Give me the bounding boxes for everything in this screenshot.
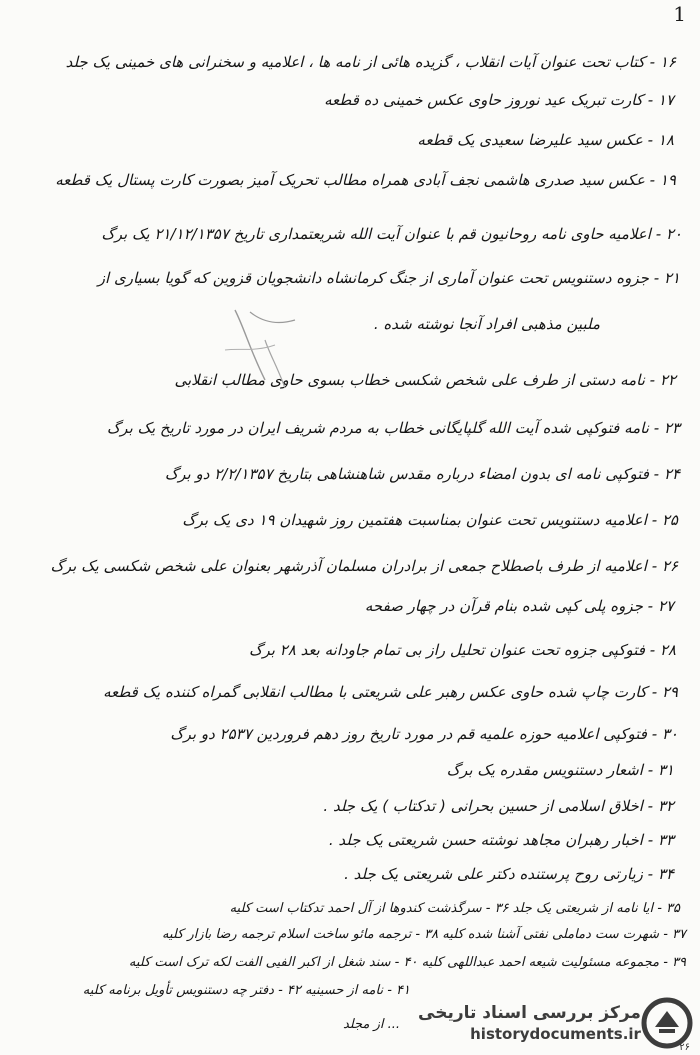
line-27: ۲۷ - جزوه پلی کپی شده بنام قرآن در چهار صفحه: [364, 597, 674, 615]
line-26: ۲۶ - اعلامیه از طرف باصطلاح جمعی از برادران مسلمان آذرشهر بعنوان علی شخص شکسی یک برگ: [50, 557, 678, 575]
line-28: ۲۸ - فتوکپی جزوه تحت عنوان تحلیل راز بی تمام جاودانه بعد ۲۸ برگ: [249, 641, 676, 659]
line-18: ۱۸ - عکس سید علیرضا سعیدی یک قطعه: [417, 131, 674, 149]
page-number: ۲۶: [679, 1042, 690, 1053]
watermark-persian: مرکز بررسی اسناد تاریخی: [418, 1003, 641, 1023]
line-22: ۲۲ - نامه دستی از طرف علی شخص شکسی خطاب بسوی حاوی مطالب انقلابی: [174, 371, 676, 389]
line-34: ۳۴ - زیارتی روح پرستنده دکتر علی شریعتی یک جلد .: [344, 865, 674, 883]
watermark-text: [410, 1002, 641, 1044]
line-29: ۲۹ - کارت چاپ شده حاوی عکس رهبر علی شریعتی با مطالب انقلابی گمراه کننده یک قطعه: [103, 683, 678, 701]
watermark-url: historydocuments.ir: [470, 1025, 641, 1043]
corner-mark: 1: [673, 2, 686, 26]
line-16: ۱۶ - کتاب تحت عنوان آیات انقلاب ، گزیده هائی از نامه ها ، اعلامیه و سخنرانی های خمینی یک جلد: [65, 53, 676, 71]
archive-watermark: [410, 996, 696, 1050]
line-35-36: ۳۵ - ایا نامه از شریعتی یک جلد ۳۶ - سرگذشت کندوها از آل احمد تدکتاب است کلیه: [229, 901, 680, 916]
line-31: ۳۱ - اشعار دستنویس مقدره یک برگ: [446, 761, 674, 779]
line-20: ۲۰ - اعلامیه حاوی نامه روحانیون قم با عنوان آیت الله شریعتمداری تاریخ ۲۱/۱۲/۱۳۵۷ یک برگ: [101, 225, 682, 243]
line-37-38: ۳۷ - شهرت ست دماملی نفتی آشنا شده کلیه ۳۸ - ترجمه مائو ساخت اسلام ترجمه رضا بازار کلیه: [162, 927, 686, 942]
line-19: ۱۹ - عکس سید صدری هاشمی نجف آبادی همراه مطالب تحریک آمیز بصورت کارت پستال یک قطعه: [55, 171, 676, 189]
line-last: ... از مجلد: [342, 1017, 400, 1032]
line-41-42: ۴۱ - نامه از حسینیه ۴۲ - دفتر چه دستنویس تأویل برنامه کلیه: [82, 983, 410, 998]
line-39-40: ۳۹ - مجموعه مسئولیت شیعه احمد عبداللهی کلیه ۴۰ - سند شغل از اکبر الفیی الفت لکه ترک است کلیه: [128, 955, 686, 970]
line-33: ۳۳ - اخبار رهبران مجاهد نوشته حسن شریعتی یک جلد .: [328, 831, 674, 849]
line-25: ۲۵ - اعلامیه دستنویس تحت عنوان بمناسبت هفتمین روز شهیدان ۱۹ دی یک برگ: [182, 511, 678, 529]
line-23: ۲۳ - نامه فتوکپی شده آیت الله گلپایگانی خطاب به مردم شریف ایران در مورد تاریخ یک برگ: [106, 419, 680, 437]
line-17: ۱۷ - کارت تبریک عید نوروز حاوی عکس خمینی ده قطعه: [324, 91, 674, 109]
line-24: ۲۴ - فتوکپی نامه ای بدون امضاء درباره مقدس شاهنشاهی بتاریخ ۲/۲/۱۳۵۷ دو برگ: [164, 465, 680, 483]
faint-sketch-mark: [205, 300, 325, 395]
line-30: ۳۰ - فتوکپی اعلامیه حوزه علمیه قم در مورد تاریخ روز دهم فروردین ۲۵۳۷ دو برگ: [170, 725, 678, 743]
line-21: ۲۱ - جزوه دستنویس تحت عنوان آماری از جنگ کرمانشاه دانشجویان قزوین که گویا بسیاری از: [97, 269, 680, 287]
line-32: ۳۲ - اخلاق اسلامی از حسین بحرانی ( تدکتاب ) یک جلد .: [323, 797, 674, 815]
line-21-cont: ملبین مذهبی افراد آنجا نوشته شده .: [373, 315, 600, 333]
